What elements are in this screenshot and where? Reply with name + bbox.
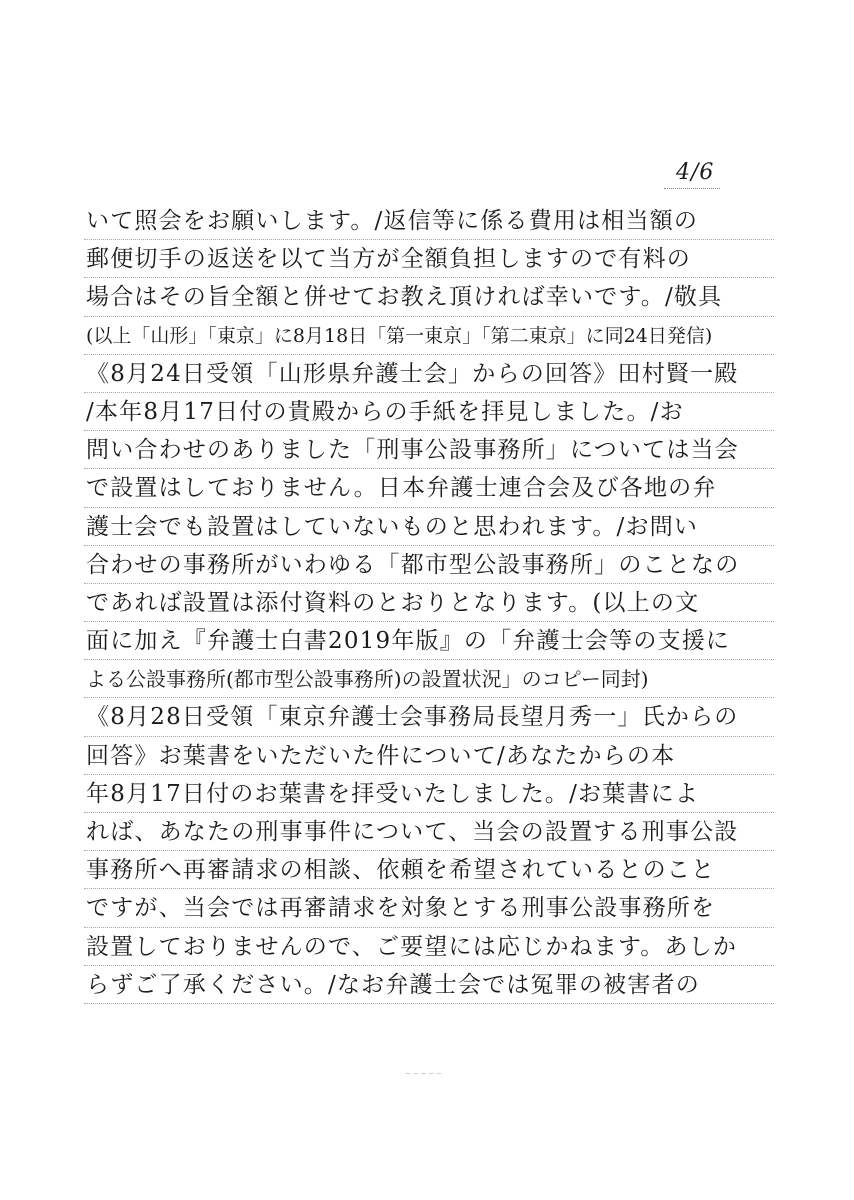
footer-smudge-mark: ~~~~~ — [404, 1069, 444, 1078]
text-line: (以上「山形」「東京」に8月18日「第一東京」「第二東京」に同24日発信) — [84, 317, 774, 355]
text-line: 事務所へ再審請求の相談、依頼を希望されているとのこと — [84, 851, 774, 889]
text-line: で設置はしておりません。日本弁護士連合会及び各地の弁 — [84, 469, 774, 507]
text-line: よる公設事務所(都市型公設事務所)の設置状況」のコピー同封) — [84, 660, 774, 698]
text-line: 《8月28日受領「東京弁護士会事務局長望月秀一」氏からの — [84, 698, 774, 736]
text-line: 郵便切手の返送を以て当方が全額負担しますので有料の — [84, 240, 774, 278]
text-line: /本年8月17日付の貴殿からの手紙を拝見しました。/お — [84, 393, 774, 431]
handwritten-body — [84, 202, 774, 1004]
page-number: 4/6 — [676, 160, 715, 185]
text-line: 《8月24日受領「山形県弁護士会」からの回答》田村賢一殿 — [84, 355, 774, 393]
text-line: らずご了承ください。/なお弁護士会では冤罪の被害者の — [84, 966, 774, 1004]
text-line: れば、あなたの刑事事件について、当会の設置する刑事公設 — [84, 813, 774, 851]
text-line: 合わせの事務所がいわゆる「都市型公設事務所」のことなの — [84, 546, 774, 584]
text-line: いて照会をお願いします。/返信等に係る費用は相当額の — [84, 202, 774, 240]
text-line: 面に加え『弁護士白書2019年版』の「弁護士会等の支援に — [84, 622, 774, 660]
text-line: 設置しておりませんので、ご要望には応じかねます。あしか — [84, 928, 774, 966]
text-line: であれば設置は添付資料のとおりとなります。(以上の文 — [84, 584, 774, 622]
text-line: 回答》お葉書をいただいた件について/あなたからの本 — [84, 737, 774, 775]
text-line: 護士会でも設置はしていないものと思われます。/お問い — [84, 508, 774, 546]
text-line: 年8月17日付のお葉書を拝受いたしました。/お葉書によ — [84, 775, 774, 813]
page-number-underline — [664, 188, 720, 189]
text-line: 場合はその旨全額と併せてお教え頂ければ幸いです。/敬具 — [84, 278, 774, 316]
text-line: 問い合わせのありました「刑事公設事務所」については当会 — [84, 431, 774, 469]
text-line: ですが、当会では再審請求を対象とする刑事公設事務所を — [84, 889, 774, 927]
